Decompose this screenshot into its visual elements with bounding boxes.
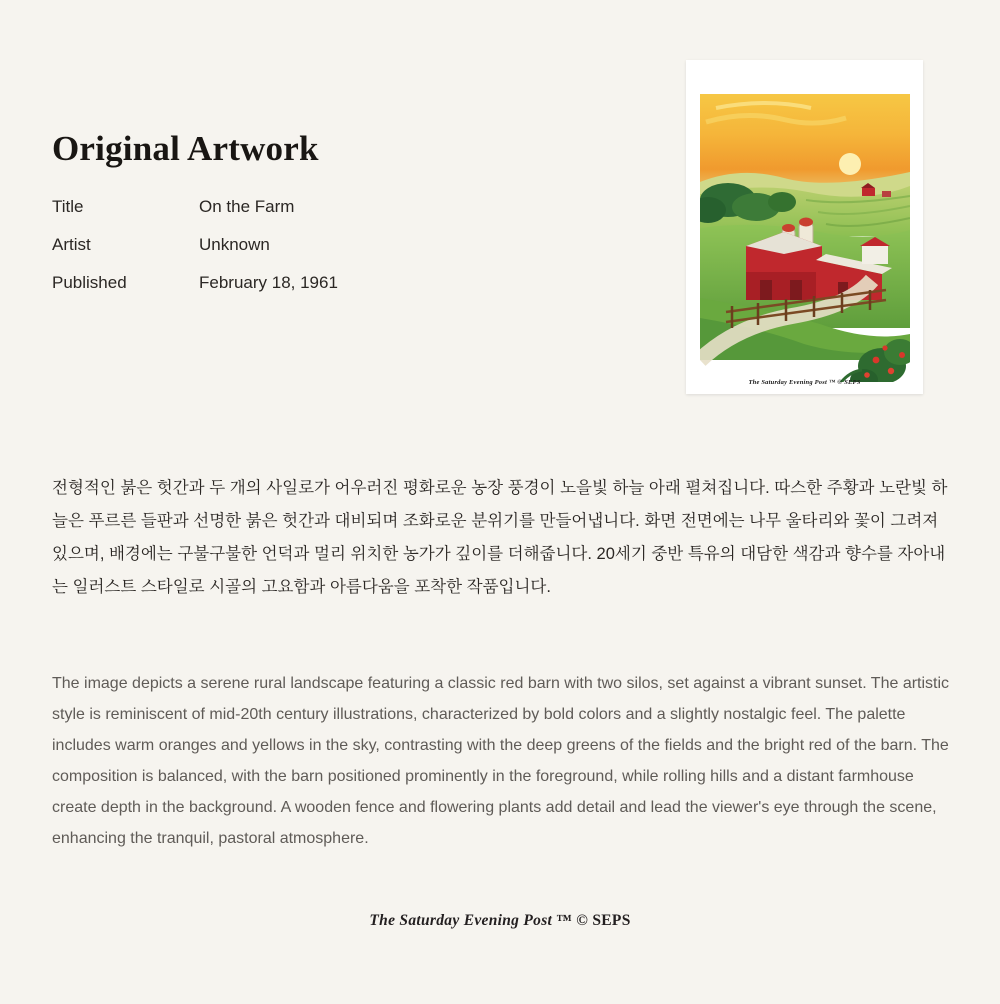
table-row [52, 273, 338, 311]
meta-label-artist: Artist [52, 234, 91, 254]
artwork-header [52, 130, 652, 311]
footer-credit [0, 912, 1000, 930]
table-row [52, 235, 338, 273]
artwork-image [686, 60, 923, 394]
meta-value-published: February 18, 1961 [199, 272, 338, 292]
table-row [52, 197, 338, 235]
description-english: The image depicts a serene rural landscape featuring a classic red barn with two silos, set against a vibrant sunset. The artistic style is reminiscent of mid-20th century illustrations, characterized by bold colors and a slightly nostalgic feel. The palette includes warm oranges and yellows in the sky, contrasting with the deep greens of the fields and the bright red of the barn. The composition is balanced, with the barn positioned prominently in the foreground, while rolling hills and a distant farmhouse create depth in the background. A wooden fence and flowering plants add detail and lead the viewer's eye through the scene, enhancing the tranquil, pastoral atmosphere. [52, 675, 950, 847]
meta-value-artist: Unknown [199, 234, 270, 254]
footer-marks: ™ © [556, 912, 589, 929]
artwork-caption: The Saturday Evening Post ™ © SEPS [748, 379, 861, 386]
footer-owner: SEPS [592, 912, 631, 929]
meta-label-published: Published [52, 272, 127, 292]
meta-value-title: On the Farm [199, 196, 295, 216]
footer-publication: The Saturday Evening Post [369, 912, 553, 929]
artwork-metadata-table [52, 197, 338, 311]
page-title: Original Artwork [52, 129, 319, 168]
meta-label-title: Title [52, 196, 84, 216]
farm-illustration [686, 60, 923, 394]
description-korean: 전형적인 붉은 헛간과 두 개의 사일로가 어우러진 평화로운 농장 풍경이 노을빛 하늘 아래 펼쳐집니다. 따스한 주황과 노란빛 하늘은 푸르른 들판과 선명한 붉은 헛간과 대비되며 조화로운 분위기를 만들어냅니다. 화면 전면에는 나무 울타리와 꽃이 그려져 있으며, 배경에는 구불구불한 언덕과 멀리 위치한 농가가 깊이를 더해줍니다. 20세기 중반 특유의 대담한 색감과 향수를 자아내는 일러스트 스타일로 시골의 고요함과 아름다움을 포착한 작품입니다. [52, 478, 948, 596]
